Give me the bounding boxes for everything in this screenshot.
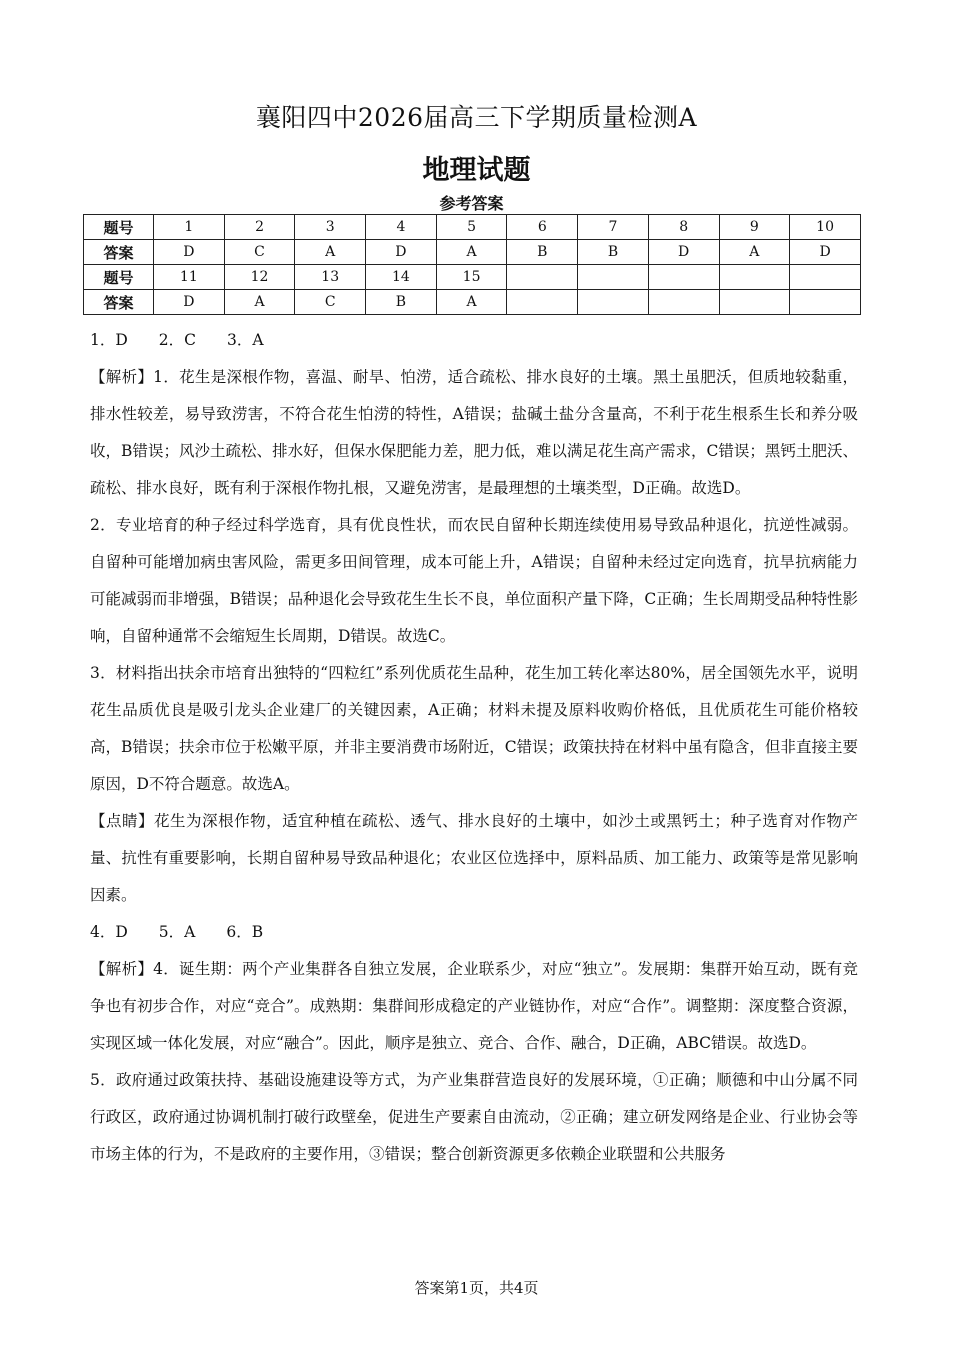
answer-cell: D [790,240,861,265]
answer-line-4-6: 4．D 5．A 6．B [90,923,264,941]
answer-cell: D [154,240,225,265]
question-number-cell: 9 [719,215,790,240]
answer-cell: A [436,240,507,265]
analysis-q4: 【解析】4．诞生期：两个产业集群各自独立发展，企业联系少，对应“独立”。发展期：集群开始互动，既有竞争也有初步合作，对应“竞合”。成熟期：集群间形成稳定的产业链协作，对应“合作”。调整期：深度整合资源，实现区域一体化发展，对应“融合”。因此，顺序是独立、竞合、合作、融合，D正确，ABC错误。故选D。 [90,960,858,1052]
answer-cell [648,290,719,315]
page-footer: 答案第1页，共4页 [414,1279,539,1297]
question-number-cell: 3 [295,215,366,240]
answer-cell [507,290,578,315]
analysis-q2: 2．专业培育的种子经过科学选育，具有优良性状，而农民自留种长期连续使用易导致品种退化，抗逆性减弱。自留种可能增加病虫害风险，需更多田间管理，成本可能上升，A错误；自留种未经过定向选育，抗旱抗病能力可能减弱而非增强，B错误；品种退化会导致花生生长不良，单位面积产量下降，C正确；生长周期受品种特性影响，自留种通常不会缩短生长周期，D错误。故选C。 [90,516,858,645]
analysis-q5: 5．政府通过政策扶持、基础设施建设等方式，为产业集群营造良好的发展环境，①正确；顺德和中山分属不同行政区，政府通过协调机制打破行政壁垒，促进生产要素自由流动，②正确；建立研发网络是企业、行业协会等市场主体的行为，不是政府的主要作用，③错误；整合创新资源更多依赖企业联盟和公共服务 [90,1071,858,1163]
answer-cell: B [366,290,437,315]
answer-header: 答案 [84,240,154,265]
answer-cell [719,290,790,315]
question-number-cell: 1 [154,215,225,240]
question-number-cell: 7 [578,215,649,240]
question-number-cell: 6 [507,215,578,240]
analysis-q3: 3．材料指出扶余市培育出独特的“四粒红”系列优质花生品种，花生加工转化率达80%，居全国领先水平，说明花生品质优良是吸引龙头企业建厂的关键因素，A正确；材料未提及原料收购价格低，且优质花生可能价格较高，B错误；扶余市位于松嫩平原，并非主要消费市场附近，C错误；政策扶持在材料中虽有隐含，但非直接主要原因，D不符合题意。故选A。 [90,664,858,793]
question-number-header: 题号 [84,265,154,290]
question-number-cell [578,265,649,290]
analysis-q1: 【解析】1．花生是深根作物，喜温、耐旱、怕涝，适合疏松、排水良好的土壤。黑土虽肥沃，但质地较黏重，排水性较差，易导致涝害，不符合花生怕涝的特性，A错误；盐碱土盐分含量高，不利于花生根系生长和养分吸收，B错误；风沙土疏松、排水好，但保水保肥能力差，肥力低，难以满足花生高产需求，C错误；黑钙土肥沃、疏松、排水良好，既有利于深根作物扎根，又避免涝害，是最理想的土壤类型，D正确。故选D。 [90,368,858,497]
answer-cell [790,290,861,315]
question-number-cell [719,265,790,290]
subject-title: 地理试题 [422,155,531,186]
answer-cell: A [436,290,507,315]
question-number-cell: 2 [224,215,295,240]
question-number-cell: 12 [224,265,295,290]
question-number-cell: 13 [295,265,366,290]
answer-row [84,240,861,265]
question-number-row [84,265,861,290]
question-number-cell: 4 [366,215,437,240]
question-number-cell: 5 [436,215,507,240]
answer-cell: D [366,240,437,265]
answer-table [83,214,861,315]
answer-cell: C [295,290,366,315]
question-number-cell: 15 [436,265,507,290]
question-number-row [84,215,861,240]
answer-cell: A [224,290,295,315]
answer-cell: D [154,290,225,315]
explanation-body [90,322,858,1173]
key-point-note: 【点睛】花生为深根作物，适宜种植在疏松、透气、排水良好的土壤中，如沙土或黑钙土；种子选育对作物产量、抗性有重要影响，长期自留种易导致品种退化；农业区位选择中，原料品质、加工能力、政策等是常见影响因素。 [90,812,858,904]
answer-cell: C [224,240,295,265]
question-number-cell [648,265,719,290]
question-number-cell: 10 [790,215,861,240]
answer-cell: B [578,240,649,265]
answer-cell: A [295,240,366,265]
answer-cell: B [507,240,578,265]
answer-cell: D [648,240,719,265]
answer-cell [578,290,649,315]
question-number-cell: 11 [154,265,225,290]
question-number-cell: 14 [366,265,437,290]
question-number-cell: 8 [648,215,719,240]
question-number-header: 题号 [84,215,154,240]
answer-header: 答案 [84,290,154,315]
page-title: 襄阳四中2026届高三下学期质量检测A [255,103,698,132]
answer-row [84,290,861,315]
question-number-cell [790,265,861,290]
answer-cell: A [719,240,790,265]
answer-line-1-3: 1．D 2．C 3．A [90,331,264,349]
reference-answer-label: 参考答案 [439,194,504,213]
question-number-cell [507,265,578,290]
